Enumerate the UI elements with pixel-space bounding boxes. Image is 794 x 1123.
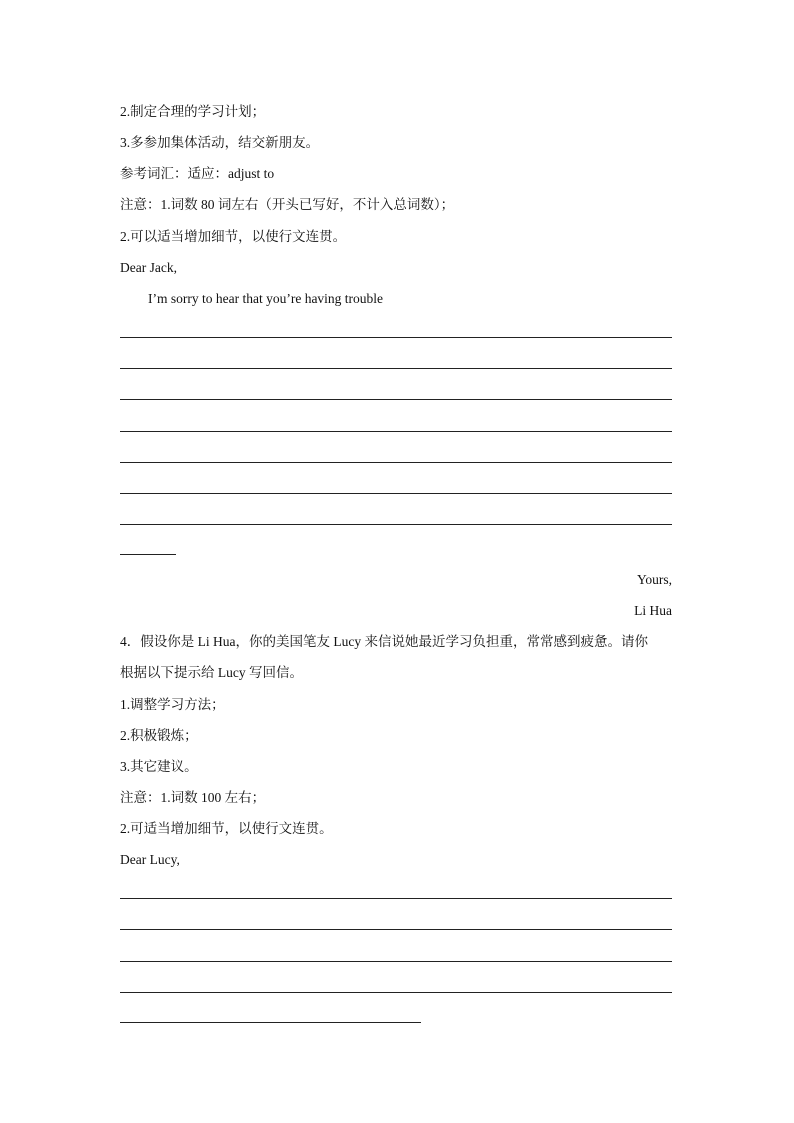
- s3-closing: Yours,: [636, 572, 672, 587]
- s4-item-2: 2.积极锻炼；: [120, 728, 198, 743]
- s4-item-1: 1.调整学习方法；: [120, 697, 225, 712]
- s4-writing-line-1[interactable]: [120, 898, 672, 899]
- s4-salutation: Dear Lucy,: [120, 852, 180, 867]
- s3-writing-line-3[interactable]: [120, 399, 672, 400]
- s3-writing-line-4[interactable]: [120, 431, 672, 432]
- s3-signature: Li Hua: [634, 603, 672, 618]
- s3-writing-line-6[interactable]: [120, 493, 672, 494]
- s3-opening-sentence: I’m sorry to hear that you’re having trouble: [148, 291, 384, 306]
- s4-writing-line-2[interactable]: [120, 929, 672, 930]
- s3-writing-line-1[interactable]: [120, 337, 672, 338]
- s4-note-2: 2.可适当增加细节，以使行文连贯。: [120, 821, 333, 836]
- s3-salutation: Dear Jack,: [120, 260, 177, 275]
- s3-writing-line-2[interactable]: [120, 368, 672, 369]
- s4-writing-line-5[interactable]: [120, 1022, 421, 1023]
- s4-item-3: 3.其它建议。: [120, 759, 198, 774]
- s3-writing-line-7[interactable]: [120, 524, 672, 525]
- s3-note-2: 2.可以适当增加细节，以使行文连贯。: [120, 229, 347, 244]
- s3-writing-line-8[interactable]: [120, 554, 176, 555]
- s3-item-2: 2.制定合理的学习计划；: [120, 104, 266, 119]
- s3-writing-line-5[interactable]: [120, 462, 672, 463]
- s3-note-1: 注意：1.词数 80 词左右（开头已写好，不计入总词数）；: [120, 197, 455, 212]
- s4-writing-line-3[interactable]: [120, 961, 672, 962]
- s4-prompt-line-1: 4．假设你是 Li Hua，你的美国笔友 Lucy 来信说她最近学习负担重，常常感到疲惫。请你: [120, 634, 648, 649]
- s3-vocab: 参考词汇：适应：adjust to: [120, 166, 275, 181]
- s3-item-3: 3.多参加集体活动，结交新朋友。: [120, 135, 320, 150]
- s4-writing-line-4[interactable]: [120, 992, 672, 993]
- s4-note-1: 注意：1.词数 100 左右；: [120, 790, 266, 805]
- s4-prompt-line-2: 根据以下提示给 Lucy 写回信。: [120, 665, 303, 680]
